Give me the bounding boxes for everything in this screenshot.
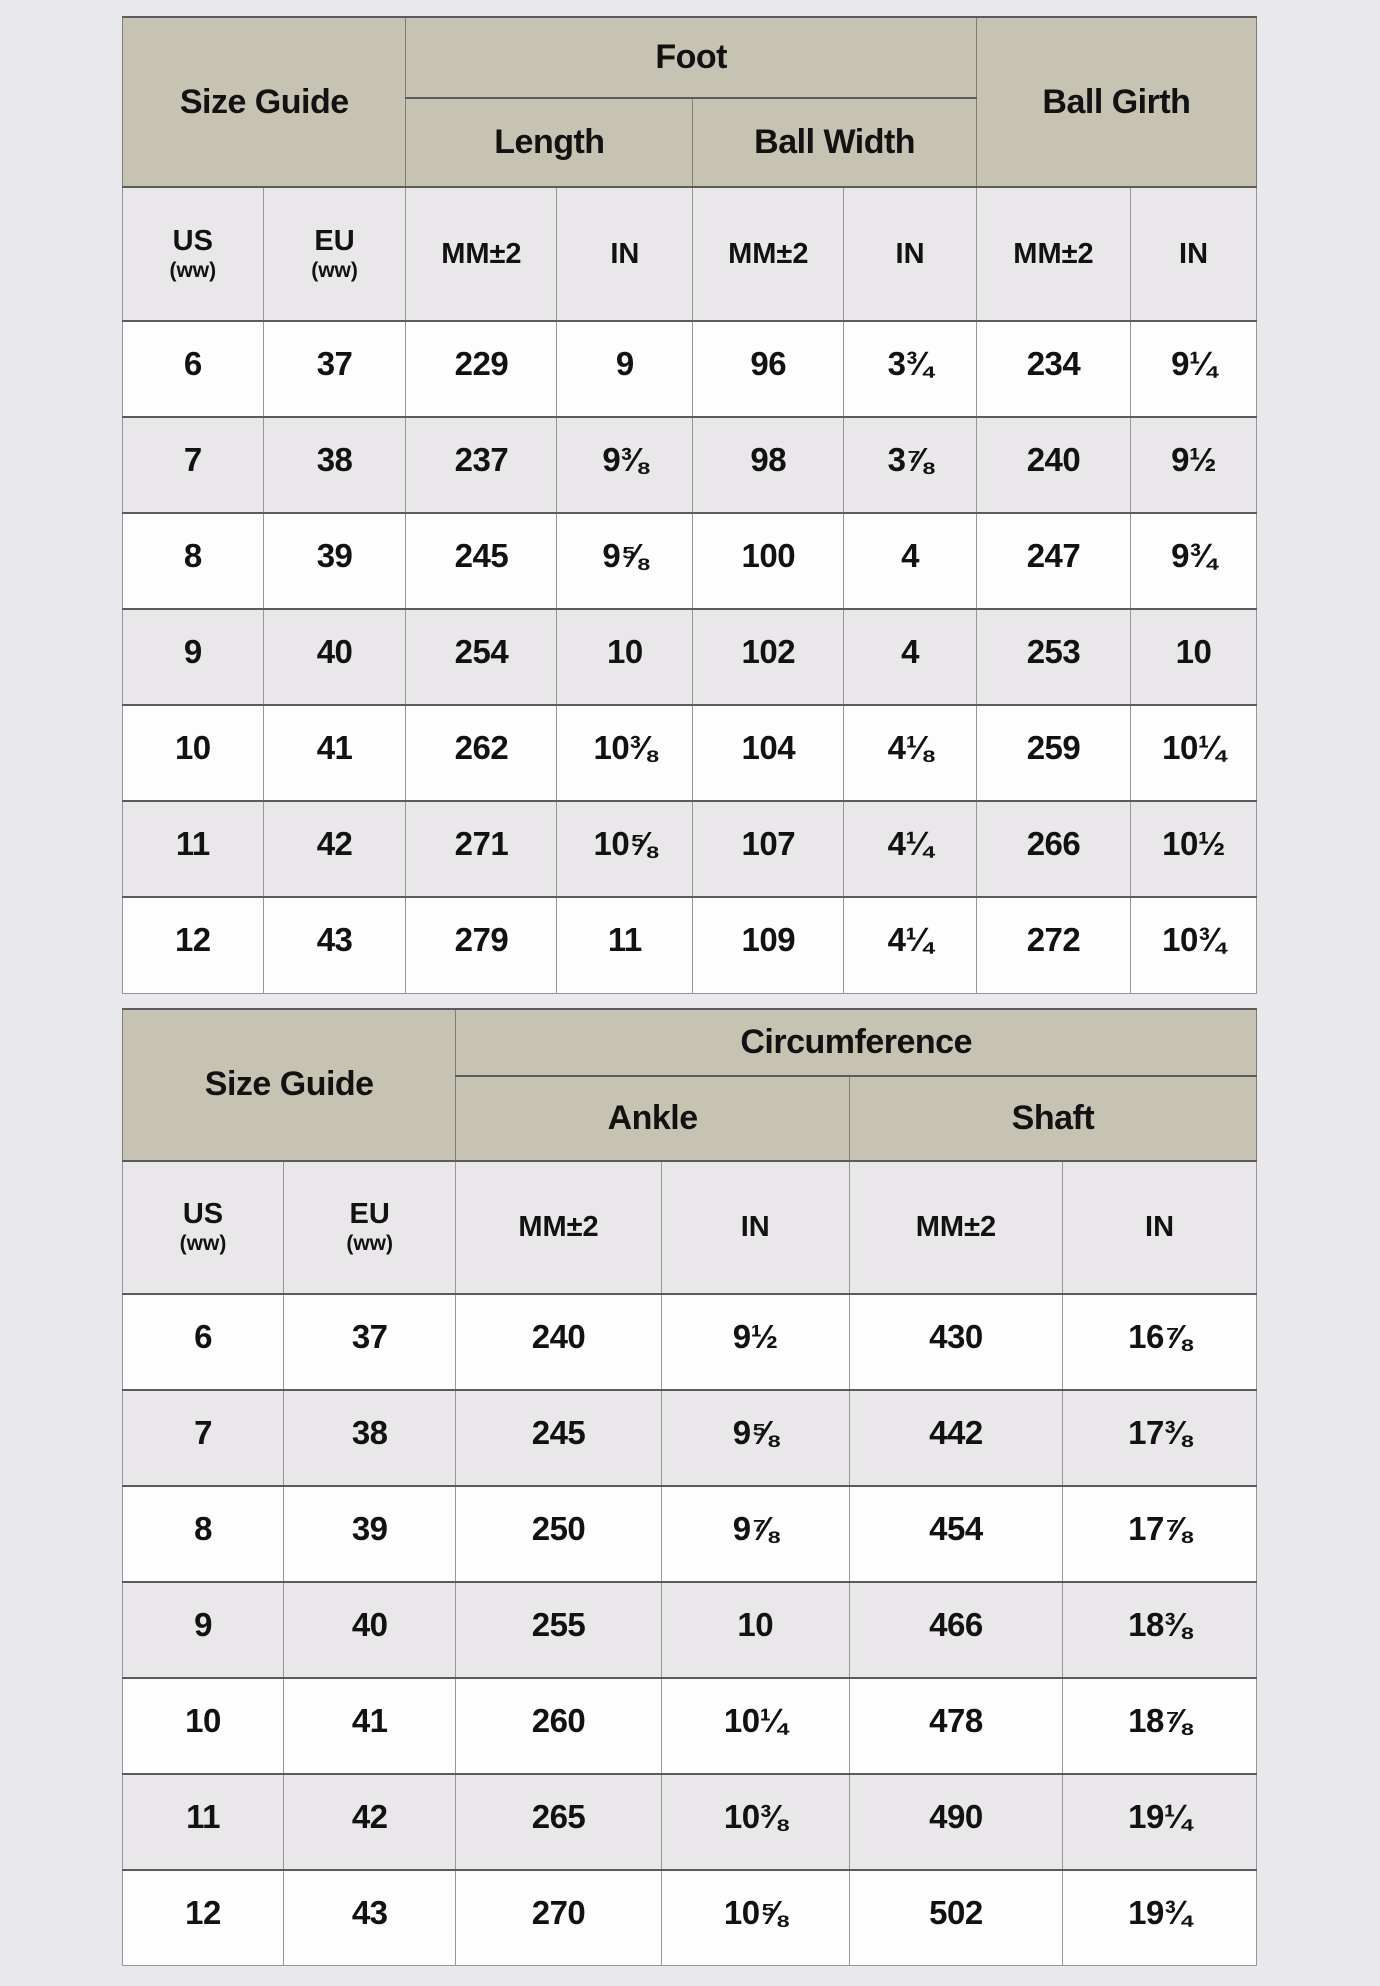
column-header-row: [123, 1161, 1257, 1294]
ball-width-subgroup-header: Ball Width: [693, 98, 976, 187]
column-header-length-mm: [406, 187, 557, 321]
column-header-label: IN: [610, 237, 640, 270]
size-guide-circumference-table: [122, 1008, 1257, 1967]
table-cell: 39: [284, 1486, 456, 1582]
column-header-label: MM±2: [915, 1210, 997, 1243]
table-cell: 42: [284, 1774, 456, 1870]
table-cell: 9: [557, 321, 693, 417]
table-cell: 18⅞: [1063, 1678, 1257, 1774]
table-cell: 10⅝: [661, 1870, 849, 1966]
table-cell: 10¼: [1131, 705, 1257, 801]
table-cell: 10¾: [1131, 897, 1257, 993]
table-cell: 229: [406, 321, 557, 417]
size-guide-foot-table: [122, 16, 1257, 994]
table-cell: 102: [693, 609, 844, 705]
table-row: [123, 1486, 1257, 1582]
table-cell: 107: [693, 801, 844, 897]
table-cell: 8: [123, 513, 264, 609]
table-cell: 255: [456, 1582, 661, 1678]
table-cell: 43: [263, 897, 406, 993]
table-cell: 40: [284, 1582, 456, 1678]
table-cell: 96: [693, 321, 844, 417]
table-body: [123, 1294, 1257, 1966]
table-cell: 42: [263, 801, 406, 897]
table-cell: 12: [123, 1870, 284, 1966]
table-cell: 259: [976, 705, 1130, 801]
column-header-sublabel: (ww): [346, 1231, 394, 1255]
column-header-label: MM±2: [518, 1210, 599, 1243]
column-header-ballgirth-mm: [976, 187, 1130, 321]
ball-girth-group-header: Ball Girth: [976, 17, 1256, 187]
table-row: [123, 1678, 1257, 1774]
table-row: [123, 1390, 1257, 1486]
table-cell: 37: [284, 1294, 456, 1390]
table-row: [123, 897, 1257, 993]
table-cell: 9½: [661, 1294, 849, 1390]
column-header-label: IN: [1145, 1210, 1175, 1243]
table-cell: 43: [284, 1870, 456, 1966]
table-cell: 490: [849, 1774, 1062, 1870]
table-cell: 260: [456, 1678, 661, 1774]
column-header-label: US: [172, 225, 213, 258]
table-cell: 4¼: [844, 801, 977, 897]
table-cell: 9: [123, 1582, 284, 1678]
column-header-eu: [263, 187, 406, 321]
table-row: [123, 705, 1257, 801]
table-cell: 10: [661, 1582, 849, 1678]
table-cell: 466: [849, 1582, 1062, 1678]
table-cell: 12: [123, 897, 264, 993]
table-cell: 9¼: [1131, 321, 1257, 417]
table-cell: 4¼: [844, 897, 977, 993]
shaft-subgroup-header: Shaft: [849, 1076, 1256, 1161]
table-cell: 19¼: [1063, 1774, 1257, 1870]
table-cell: 11: [557, 897, 693, 993]
column-header-length-in: [557, 187, 693, 321]
table-cell: 11: [123, 801, 264, 897]
table-cell: 442: [849, 1390, 1062, 1486]
column-header-label: IN: [895, 237, 925, 270]
column-header-ballwidth-in: [844, 187, 977, 321]
table-cell: 10¼: [661, 1678, 849, 1774]
table-cell: 240: [976, 417, 1130, 513]
column-header-label: MM±2: [1013, 237, 1094, 270]
table-cell: 9: [123, 609, 264, 705]
column-header-sublabel: (ww): [311, 258, 358, 282]
table-cell: 6: [123, 1294, 284, 1390]
table-body: [123, 321, 1257, 993]
table-cell: 10⅜: [661, 1774, 849, 1870]
column-header-label: IN: [1179, 237, 1209, 270]
table-cell: 3⅞: [844, 417, 977, 513]
table-cell: 18⅜: [1063, 1582, 1257, 1678]
table-cell: 100: [693, 513, 844, 609]
foot-group-header: Foot: [406, 17, 976, 98]
table-cell: 9⅜: [557, 417, 693, 513]
table-cell: 17⅜: [1063, 1390, 1257, 1486]
table-cell: 245: [406, 513, 557, 609]
table-cell: 9⅝: [557, 513, 693, 609]
table-cell: 271: [406, 801, 557, 897]
table-row: [123, 801, 1257, 897]
table-cell: 245: [456, 1390, 661, 1486]
table-cell: 262: [406, 705, 557, 801]
table-cell: 253: [976, 609, 1130, 705]
table-cell: 37: [263, 321, 406, 417]
table-cell: 478: [849, 1678, 1062, 1774]
column-header-label: EU: [314, 225, 355, 258]
column-header-label: US: [182, 1198, 224, 1231]
column-header-us: [123, 1161, 284, 1294]
length-subgroup-header: Length: [406, 98, 693, 187]
table-row: [123, 1294, 1257, 1390]
table-cell: 10⅝: [557, 801, 693, 897]
column-header-label: IN: [740, 1210, 770, 1243]
table-cell: 39: [263, 513, 406, 609]
column-header-eu: [284, 1161, 456, 1294]
table-cell: 4: [844, 609, 977, 705]
table-cell: 16⅞: [1063, 1294, 1257, 1390]
table-row: [123, 1774, 1257, 1870]
table-cell: 254: [406, 609, 557, 705]
table-cell: 38: [263, 417, 406, 513]
table-cell: 109: [693, 897, 844, 993]
column-header-ankle-in: [661, 1161, 849, 1294]
table-cell: 7: [123, 417, 264, 513]
table-cell: 40: [263, 609, 406, 705]
group-header-row: [123, 1009, 1257, 1076]
table-cell: 502: [849, 1870, 1062, 1966]
circumference-group-header: Circumference: [456, 1009, 1257, 1076]
table-cell: 104: [693, 705, 844, 801]
column-header-label: MM±2: [441, 237, 522, 270]
table-cell: 4: [844, 513, 977, 609]
table-cell: 8: [123, 1486, 284, 1582]
table-title: Size Guide: [123, 17, 406, 187]
table-cell: 266: [976, 801, 1130, 897]
table-cell: 279: [406, 897, 557, 993]
table-row: [123, 513, 1257, 609]
table-cell: 19¾: [1063, 1870, 1257, 1966]
table-cell: 237: [406, 417, 557, 513]
table-cell: 38: [284, 1390, 456, 1486]
column-header-label: EU: [349, 1198, 390, 1231]
table-cell: 250: [456, 1486, 661, 1582]
table-cell: 10: [123, 1678, 284, 1774]
table-cell: 7: [123, 1390, 284, 1486]
column-header-ankle-mm: [456, 1161, 661, 1294]
group-header-row: [123, 17, 1257, 98]
table-cell: 454: [849, 1486, 1062, 1582]
table-cell: 247: [976, 513, 1130, 609]
ankle-subgroup-header: Ankle: [456, 1076, 849, 1161]
table-cell: 41: [284, 1678, 456, 1774]
table-cell: 11: [123, 1774, 284, 1870]
table-cell: 17⅞: [1063, 1486, 1257, 1582]
table-cell: 6: [123, 321, 264, 417]
table-cell: 3¾: [844, 321, 977, 417]
table-row: [123, 1582, 1257, 1678]
table-cell: 4⅛: [844, 705, 977, 801]
column-header-shaft-mm: [849, 1161, 1062, 1294]
table-cell: 430: [849, 1294, 1062, 1390]
table-cell: 270: [456, 1870, 661, 1966]
table-cell: 10: [123, 705, 264, 801]
column-header-row: [123, 187, 1257, 321]
table-cell: 41: [263, 705, 406, 801]
table-cell: 9⅞: [661, 1486, 849, 1582]
table-cell: 10½: [1131, 801, 1257, 897]
table-row: [123, 1870, 1257, 1966]
column-header-sublabel: (ww): [179, 1231, 227, 1255]
table-cell: 234: [976, 321, 1130, 417]
table-cell: 9¾: [1131, 513, 1257, 609]
table-cell: 98: [693, 417, 844, 513]
table-row: [123, 417, 1257, 513]
table-cell: 272: [976, 897, 1130, 993]
column-header-ballgirth-in: [1131, 187, 1257, 321]
table-cell: 10: [557, 609, 693, 705]
column-header-us: [123, 187, 264, 321]
column-header-sublabel: (ww): [169, 258, 217, 282]
table-cell: 9⅝: [661, 1390, 849, 1486]
column-header-shaft-in: [1063, 1161, 1257, 1294]
column-header-ballwidth-mm: [693, 187, 844, 321]
table-cell: 265: [456, 1774, 661, 1870]
table-cell: 10: [1131, 609, 1257, 705]
table-cell: 10⅜: [557, 705, 693, 801]
table-cell: 240: [456, 1294, 661, 1390]
table-row: [123, 321, 1257, 417]
table-row: [123, 609, 1257, 705]
table-cell: 9½: [1131, 417, 1257, 513]
column-header-label: MM±2: [728, 237, 809, 270]
table-title: Size Guide: [123, 1009, 456, 1161]
